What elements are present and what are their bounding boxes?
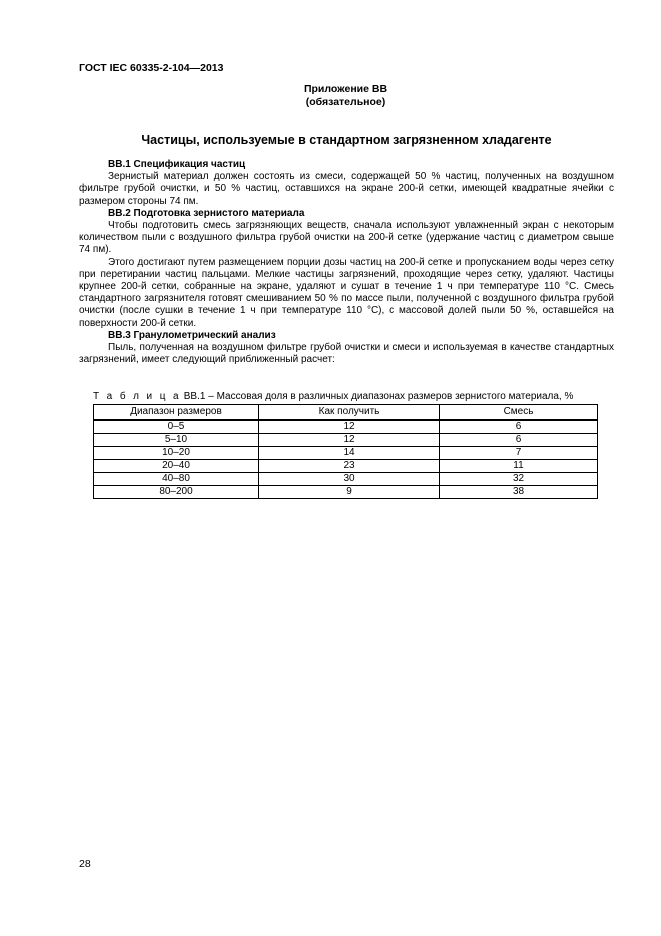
table-cell: 80–200 bbox=[94, 486, 259, 499]
table-row bbox=[94, 460, 598, 473]
paragraph: Чтобы подготовить смесь загрязняющих веществ, сначала используют увлажненный экран с некоторым количеством пыли с воздушного фильтра грубой очистки на 200-й сетке (удержание частиц с диаметром свыше 74 пм). bbox=[79, 220, 614, 256]
document-header: ГОСТ IEC 60335-2-104—2013 bbox=[79, 62, 224, 74]
column-header-as-received: Как получить bbox=[259, 405, 440, 421]
table-cell: 6 bbox=[440, 434, 598, 447]
appendix-heading bbox=[0, 83, 661, 109]
column-header-mixture: Смесь bbox=[440, 405, 598, 421]
section-heading: ВВ.1 Спецификация частиц bbox=[108, 159, 246, 170]
table-caption bbox=[93, 391, 573, 402]
table-cell: 11 bbox=[440, 460, 598, 473]
paragraph: Этого достигают путем размещением порции дозы частиц на 200-й сетке и пропусканием воды через сетку при перетирании частиц пальцами. Мелкие частицы загрязнений, проходящие через сетку, удаляют. Частицы крупнее 200-й сетки, собранные на экране, удаляют и сушат в течение 1 ч при температуре 110 °С. Смесь стандартного загрязнителя готовят смешиванием 50 % по массе пыли, полученной с воздушного фильтра грубой очистки (после сушки в течение 1 ч при температуре 110 °С), с массовой долей пыли 50 %, оставшейся на поверхности 200-й сетки. bbox=[79, 256, 614, 329]
table-cell: 6 bbox=[440, 420, 598, 434]
table-row bbox=[94, 447, 598, 460]
table-cell: 20–40 bbox=[94, 460, 259, 473]
table-cell: 38 bbox=[440, 486, 598, 499]
section-heading: ВВ.3 Гранулометрический анализ bbox=[108, 329, 276, 341]
appendix-status: (обязательное) bbox=[305, 96, 386, 108]
appendix-title: Приложение ВВ bbox=[303, 83, 388, 95]
table-cell: 7 bbox=[440, 447, 598, 460]
page-number: 28 bbox=[79, 858, 91, 870]
table-caption-text: ВВ.1 – Массовая доля в различных диапазонах размеров зернистого материала, % bbox=[183, 391, 574, 402]
table-cell: 5–10 bbox=[94, 434, 259, 447]
table-cell: 14 bbox=[259, 447, 440, 460]
document-body bbox=[79, 159, 614, 366]
table-cell: 12 bbox=[259, 434, 440, 447]
table-cell: 9 bbox=[259, 486, 440, 499]
table-cell: 0–5 bbox=[94, 420, 259, 434]
table-row bbox=[94, 473, 598, 486]
table-cell: 40–80 bbox=[94, 473, 259, 486]
paragraph: Пыль, полученная на воздушном фильтре грубой очистки и смеси и используемая в качестве стандартных загрязнений, имеет следующий приближенный расчет: bbox=[79, 342, 614, 366]
table-cell: 10–20 bbox=[94, 447, 259, 460]
table-row bbox=[94, 434, 598, 447]
table-header-row bbox=[94, 405, 598, 421]
column-header-size-range: Диапазон размеров bbox=[94, 405, 259, 421]
table-caption-label: Т а б л и ц а bbox=[93, 391, 181, 402]
particle-size-table bbox=[93, 404, 598, 499]
main-title: Частицы, используемые в стандартном загрязненном хладагенте bbox=[141, 133, 552, 147]
section-heading: ВВ.2 Подготовка зернистого материала bbox=[108, 207, 305, 219]
table-cell: 30 bbox=[259, 473, 440, 486]
table-row bbox=[94, 486, 598, 499]
table-row bbox=[94, 420, 598, 434]
table-cell: 32 bbox=[440, 473, 598, 486]
paragraph: Зернистый материал должен состоять из смеси, содержащей 50 % частиц, полученных на воздушном фильтре грубой очистки, и 50 % частиц, оставшихся на экране 200-й сетки, имеющей квадратные ячейки с размером стороны 74 пм. bbox=[79, 171, 614, 207]
table-cell: 12 bbox=[259, 420, 440, 434]
table-cell: 23 bbox=[259, 460, 440, 473]
